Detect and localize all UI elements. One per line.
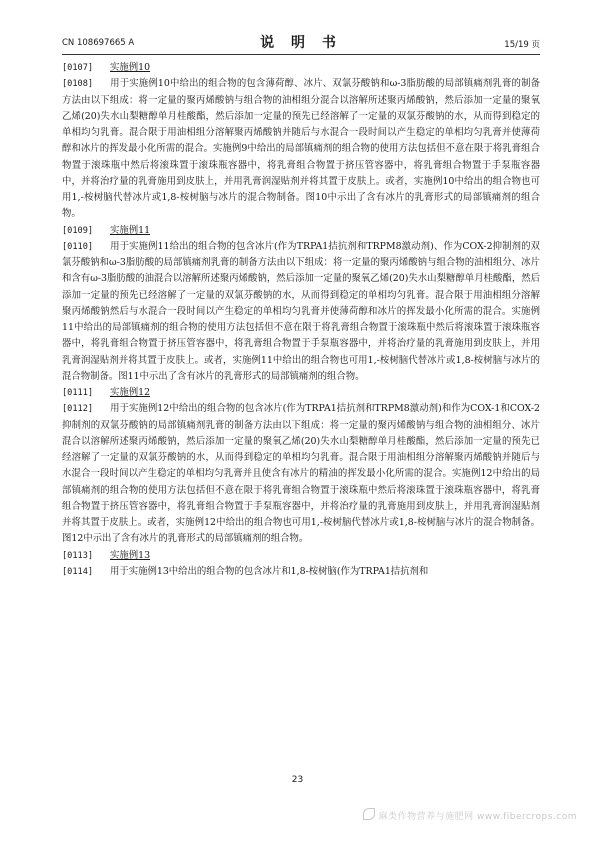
paragraph-0108 — [62, 76, 540, 222]
example-title: 实施例12 — [110, 387, 151, 398]
paragraph-tag: [0111] — [62, 388, 94, 398]
example-title: 实施例11 — [110, 224, 151, 236]
paragraph-tag: [0112] — [62, 404, 94, 415]
page-number: 23 — [291, 775, 304, 785]
example-title: 实施例10 — [110, 62, 151, 73]
paragraph-0113 — [62, 548, 540, 564]
paragraph-0109 — [62, 223, 540, 239]
paragraph-tag: [0114] — [62, 566, 94, 577]
paragraph-text: 用于实施例11给出的组合物的包含冰片(作为TRPA1拮抗剂和TRPM8激动剂)、作为COX-2抑制剂的双氯芬酸钠和ω-3脂肪酸的局部镇痛剂乳膏的制备方法由以下组成：将一定量的聚丙烯酸钠与组合物的油相组分、冰片和含有ω-3脂肪酸的油混合以溶解所述聚丙烯酸钠，然后添加一定量的聚氧乙烯(20)失水山梨糖醇单月桂酸酯，然后添加一定量的预先已经溶解了一定量的双氯芬酸钠的水，从而得到稳定的单相均匀乳膏。混合限于用油相组分溶解聚丙烯酸钠然后与水混合一段时间以产生稳定的单相均匀乳膏并使薄荷醇和冰片的挥发最小化所需的混合。实施例11中给出的局部镇痛剂的组合物的使用方法包括但不意在限于将乳膏组合物置于滚珠瓶中然后将滚珠置于滚珠瓶容器中，将乳膏组合物置于挤压管容器中，将乳膏组合物置于手泵瓶容器中，并将治疗量的乳膏施用到皮肤上，并用乳膏润湿贴剂并将其置于皮肤上。或者，实施例11中给出的组合物也可用1,-桉树脑代替冰片或1,8-桉树脑与冰片的混合物制备。图11中示出了含有冰片的乳膏形式的局部镇痛剂的组合物。 — [62, 240, 540, 382]
paragraph-0112 — [62, 401, 540, 547]
leaf-logo-icon — [363, 808, 375, 820]
paragraph-tag: [0108] — [62, 79, 94, 90]
paragraph-0110 — [62, 239, 540, 385]
paragraph-text: 用于实施例10中给出的组合物的包含薄荷醇、冰片、双氯芬酸钠和ω-3脂肪酸的局部镇痛剂乳膏的制备方法由以下组成：将一定量的聚丙烯酸钠与组合物的油相组分混合以溶解所述聚丙烯酸钠，然后添加一定量的聚氧乙烯(20)失水山梨糖醇单月桂酸酯，然后添加一定量的预先已经溶解了一定量的双氯芬酸钠的水，从而得到稳定的单相均匀乳膏。混合限于用油相组分溶解聚丙烯酸钠并随后与水混合一段时间以产生稳定的单相均匀乳膏并使薄荷醇和冰片的挥发最小化所需的混合。实施例9中给出的局部镇痛剂的组合物的使用方法包括但不意在限于将乳膏组合物置于滚珠瓶中然后将滚珠置于滚珠瓶容器中，将乳膏组合物置于挤压管容器中，将乳膏组合物置于手泵瓶容器中，并将治疗量的乳膏施用到皮肤上，并用乳膏润湿贴剂并将其置于皮肤上。或者，实施例10中给出的组合物也可用1,-桉树脑代替冰片或1,8-桉树脑与冰片的混合物制备。图10中示出了含有冰片的乳膏形式的局部镇痛剂的组合物。 — [62, 78, 540, 220]
document-body — [62, 60, 540, 580]
paragraph-tag: [0107] — [62, 63, 94, 73]
paragraph-text: 用于实施例13中给出的组合物的包含冰片和1,8-桉树脑(作为TRPA1拮抗剂和 — [110, 565, 429, 577]
page-count: 15/19 页 — [504, 40, 540, 50]
patent-number: CN 108697665 A — [62, 38, 135, 48]
site-watermark — [363, 808, 577, 822]
paragraph-0111 — [62, 385, 540, 401]
example-title: 实施例13 — [110, 549, 151, 561]
paragraph-0107 — [62, 60, 540, 76]
paragraph-tag: [0113] — [62, 550, 94, 561]
paragraph-tag: [0109] — [62, 225, 94, 236]
watermark-text: 麻类作物营养与施肥网 www.fibercrops.com — [378, 812, 577, 822]
page-header — [62, 30, 540, 55]
paragraph-tag: [0110] — [62, 241, 94, 252]
paragraph-text: 用于实施例12中给出的组合物的包含冰片(作为TRPA1拮抗剂和TRPM8激动剂)和作为COX-1和COX-2抑制剂的双氯芬酸钠的局部镇痛剂乳膏的制备方法由以下组成：将一定量的聚丙烯酸钠与组合物的油相组分、冰片混合以溶解所述聚丙烯酸钠，然后添加一定量的聚氧乙烯(20)失水山梨糖醇单月桂酸酯，然后添加一定量的预先已经溶解了一定量的双氯芬酸钠的水，从而得到稳定的单相均匀乳膏。混合限于用油相组分溶解聚丙烯酸钠并随后与水混合一段时间以产生稳定的单相均匀乳膏并且使含有冰片的精油的挥发最小化所需的混合。实施例12中给出的局部镇痛剂的组合物的使用方法包括但不意在限于将乳膏组合物置于滚珠瓶中然后将滚珠置于滚珠瓶容器中，将乳膏组合物置于挤压管容器中，将乳膏组合物置于手泵瓶容器中，并将治疗量的乳膏施用到皮肤上，并用乳膏润湿贴剂并将其置于皮肤上。或者，实施例12中给出的组合物也可用1,-桉树脑代替冰片或1,8-桉树脑与冰片的混合物制备。图12中示出了含有冰片的乳膏形式的局部镇痛剂的组合物。 — [62, 403, 540, 545]
document-title: 说 明 书 — [260, 35, 342, 51]
paragraph-0114 — [62, 564, 540, 580]
